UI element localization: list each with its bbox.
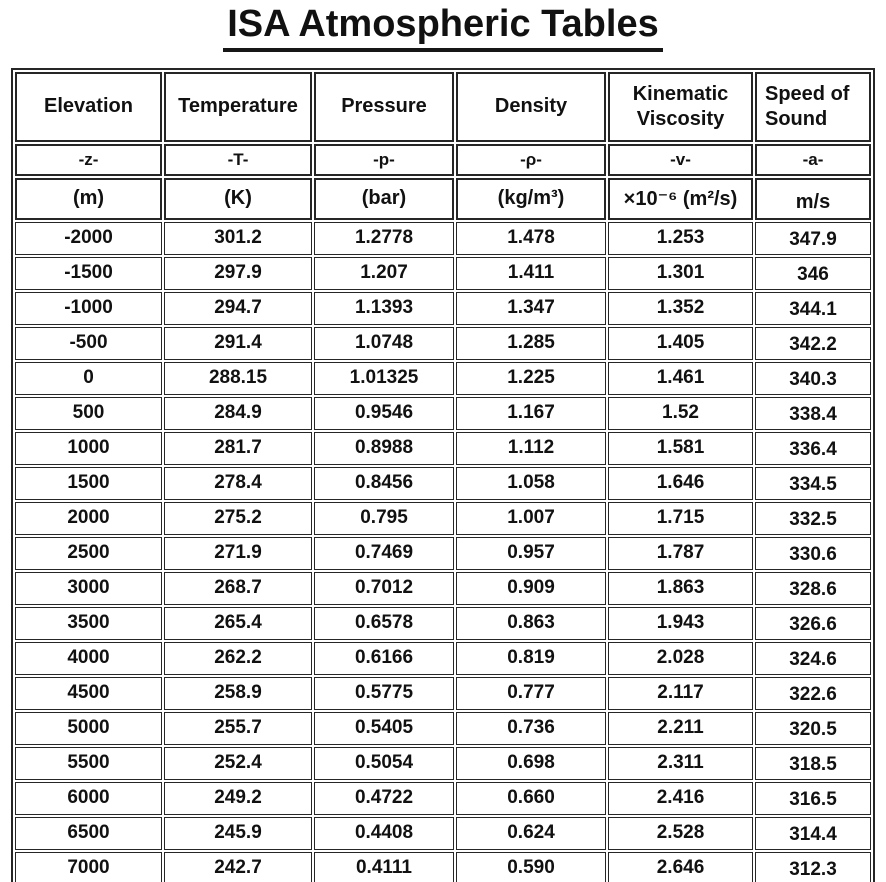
table-row: [15, 712, 871, 745]
cell: 2.646: [608, 852, 753, 882]
cell: 1.347: [456, 292, 606, 325]
cell: 3000: [15, 572, 162, 605]
unit-speed-of-sound: m/s: [755, 178, 871, 220]
cell: 284.9: [164, 397, 312, 430]
cell: 0.909: [456, 572, 606, 605]
cell: 0.8456: [314, 467, 454, 500]
col-header-pressure: Pressure: [314, 72, 454, 142]
cell: 278.4: [164, 467, 312, 500]
cell: 1.058: [456, 467, 606, 500]
cell: 7000: [15, 852, 162, 882]
cell: 252.4: [164, 747, 312, 780]
cell: 2.211: [608, 712, 753, 745]
cell: 1.253: [608, 222, 753, 255]
cell: 312.3: [755, 852, 871, 882]
cell: 1.007: [456, 502, 606, 535]
cell: 291.4: [164, 327, 312, 360]
cell: 1.0748: [314, 327, 454, 360]
cell: 314.4: [755, 817, 871, 850]
cell: 4000: [15, 642, 162, 675]
cell: 1.581: [608, 432, 753, 465]
cell: 0.9546: [314, 397, 454, 430]
cell: 265.4: [164, 607, 312, 640]
cell: 275.2: [164, 502, 312, 535]
page-title-text: ISA Atmospheric Tables: [223, 3, 662, 52]
cell: 330.6: [755, 537, 871, 570]
cell: 1.863: [608, 572, 753, 605]
table-row: [15, 817, 871, 850]
symbol-temperature: -T-: [164, 144, 312, 176]
cell: 1.01325: [314, 362, 454, 395]
cell: 0.957: [456, 537, 606, 570]
cell: 2.416: [608, 782, 753, 815]
cell: 0: [15, 362, 162, 395]
unit-elevation: (m): [15, 178, 162, 220]
cell: 0.7012: [314, 572, 454, 605]
table-row: [15, 467, 871, 500]
cell: 2500: [15, 537, 162, 570]
cell: 294.7: [164, 292, 312, 325]
cell: 334.5: [755, 467, 871, 500]
cell: 1.352: [608, 292, 753, 325]
symbol-pressure: -p-: [314, 144, 454, 176]
cell: 268.7: [164, 572, 312, 605]
cell: 0.4111: [314, 852, 454, 882]
cell: 0.5775: [314, 677, 454, 710]
cell: 1.411: [456, 257, 606, 290]
cell: 326.6: [755, 607, 871, 640]
cell: 1.52: [608, 397, 753, 430]
cell: 500: [15, 397, 162, 430]
table-row: [15, 397, 871, 430]
cell: 262.2: [164, 642, 312, 675]
header-name-row: [15, 72, 871, 142]
cell: 342.2: [755, 327, 871, 360]
cell: 0.777: [456, 677, 606, 710]
cell: 1.715: [608, 502, 753, 535]
cell: 0.795: [314, 502, 454, 535]
cell: 0.660: [456, 782, 606, 815]
cell: 1.405: [608, 327, 753, 360]
cell: 318.5: [755, 747, 871, 780]
cell: 347.9: [755, 222, 871, 255]
col-header-speed-of-sound: Speed of Sound: [755, 72, 871, 142]
unit-temperature: (K): [164, 178, 312, 220]
cell: 288.15: [164, 362, 312, 395]
table-row: [15, 222, 871, 255]
table-row: [15, 502, 871, 535]
cell: 1000: [15, 432, 162, 465]
cell: 0.4408: [314, 817, 454, 850]
table-body: [15, 222, 871, 882]
col-header-temperature: Temperature: [164, 72, 312, 142]
cell: 1.646: [608, 467, 753, 500]
cell: 344.1: [755, 292, 871, 325]
cell: -2000: [15, 222, 162, 255]
cell: 324.6: [755, 642, 871, 675]
cell: 6000: [15, 782, 162, 815]
cell: 0.6166: [314, 642, 454, 675]
cell: 1500: [15, 467, 162, 500]
cell: 0.863: [456, 607, 606, 640]
cell: 320.5: [755, 712, 871, 745]
cell: 1.207: [314, 257, 454, 290]
cell: 2.311: [608, 747, 753, 780]
cell: -1500: [15, 257, 162, 290]
table-row: [15, 292, 871, 325]
table-row: [15, 257, 871, 290]
cell: 0.736: [456, 712, 606, 745]
table-row: [15, 852, 871, 882]
cell: 255.7: [164, 712, 312, 745]
cell: 328.6: [755, 572, 871, 605]
cell: 1.167: [456, 397, 606, 430]
cell: 340.3: [755, 362, 871, 395]
cell: 3500: [15, 607, 162, 640]
cell: 336.4: [755, 432, 871, 465]
col-header-density: Density: [456, 72, 606, 142]
table-row: [15, 677, 871, 710]
symbol-elevation: -z-: [15, 144, 162, 176]
symbol-speed-of-sound: -a-: [755, 144, 871, 176]
isa-atmospheric-table: [11, 68, 875, 882]
cell: 0.624: [456, 817, 606, 850]
cell: 5000: [15, 712, 162, 745]
cell: 1.478: [456, 222, 606, 255]
cell: 0.6578: [314, 607, 454, 640]
cell: 0.5405: [314, 712, 454, 745]
table-row: [15, 607, 871, 640]
table-row: [15, 327, 871, 360]
cell: 242.7: [164, 852, 312, 882]
cell: 271.9: [164, 537, 312, 570]
cell: 1.285: [456, 327, 606, 360]
cell: 1.225: [456, 362, 606, 395]
table-row: [15, 782, 871, 815]
cell: 1.2778: [314, 222, 454, 255]
cell: 0.698: [456, 747, 606, 780]
table-row: [15, 747, 871, 780]
cell: 281.7: [164, 432, 312, 465]
unit-kinematic-viscosity: ×10⁻⁶ (m²/s): [608, 178, 753, 220]
cell: 1.461: [608, 362, 753, 395]
cell: 4500: [15, 677, 162, 710]
unit-pressure: (bar): [314, 178, 454, 220]
cell: -500: [15, 327, 162, 360]
symbol-density: -ρ-: [456, 144, 606, 176]
cell: 249.2: [164, 782, 312, 815]
cell: 332.5: [755, 502, 871, 535]
table-row: [15, 537, 871, 570]
cell: 0.4722: [314, 782, 454, 815]
cell: 2.028: [608, 642, 753, 675]
cell: 346: [755, 257, 871, 290]
cell: 1.787: [608, 537, 753, 570]
cell: 2.528: [608, 817, 753, 850]
cell: 1.301: [608, 257, 753, 290]
cell: 1.1393: [314, 292, 454, 325]
table-header: [15, 72, 871, 220]
cell: 0.5054: [314, 747, 454, 780]
cell: 2.117: [608, 677, 753, 710]
col-header-kinematic-viscosity: Kinematic Viscosity: [608, 72, 753, 142]
unit-density: (kg/m³): [456, 178, 606, 220]
cell: 301.2: [164, 222, 312, 255]
table-row: [15, 572, 871, 605]
cell: 0.7469: [314, 537, 454, 570]
cell: 1.943: [608, 607, 753, 640]
table-row: [15, 642, 871, 675]
cell: 0.819: [456, 642, 606, 675]
cell: 258.9: [164, 677, 312, 710]
cell: 5500: [15, 747, 162, 780]
cell: 6500: [15, 817, 162, 850]
table-row: [15, 362, 871, 395]
cell: 297.9: [164, 257, 312, 290]
cell: 316.5: [755, 782, 871, 815]
header-symbol-row: [15, 144, 871, 176]
cell: 338.4: [755, 397, 871, 430]
header-unit-row: [15, 178, 871, 220]
col-header-elevation: Elevation: [15, 72, 162, 142]
cell: 2000: [15, 502, 162, 535]
cell: 0.8988: [314, 432, 454, 465]
page-title: [0, 3, 886, 52]
cell: 322.6: [755, 677, 871, 710]
symbol-kinematic-viscosity: -v-: [608, 144, 753, 176]
cell: 245.9: [164, 817, 312, 850]
cell: 1.112: [456, 432, 606, 465]
cell: -1000: [15, 292, 162, 325]
cell: 0.590: [456, 852, 606, 882]
table-row: [15, 432, 871, 465]
